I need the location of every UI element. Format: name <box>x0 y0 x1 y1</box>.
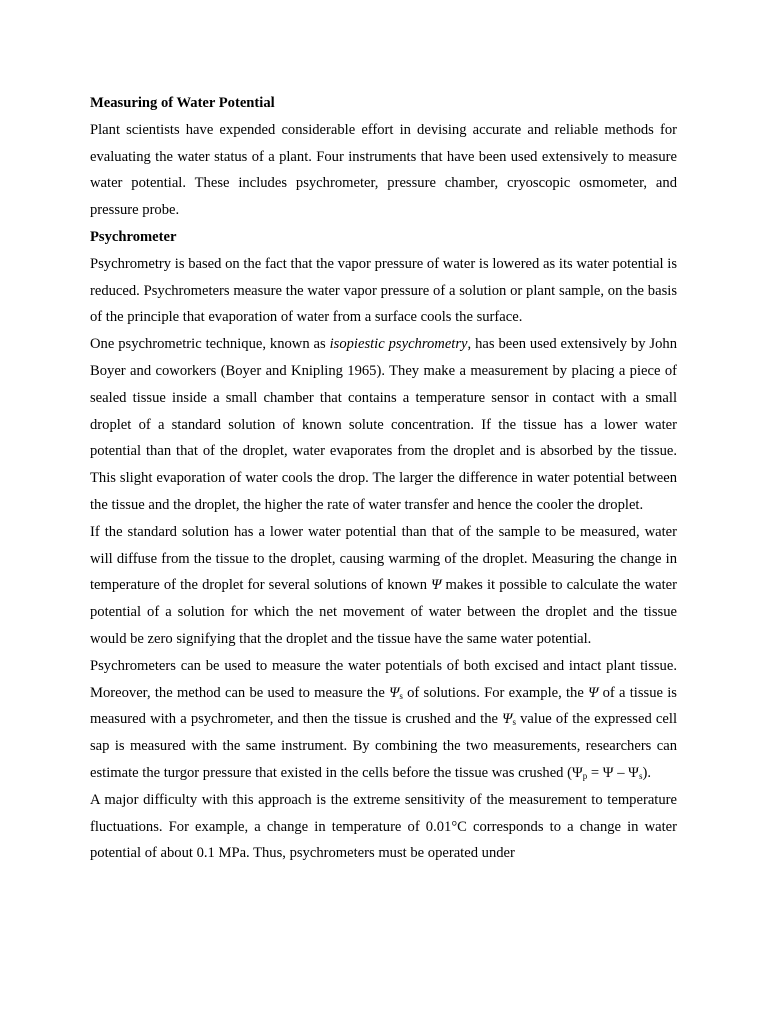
equation-middle: = Ψ – <box>587 764 629 781</box>
p4-text-2: of solutions. For example, the <box>402 684 589 701</box>
p3-text-before: If the standard solution has a lower water potential than that of the sample to be measured, water will diffuse from the tissue to the droplet, causing warming of the droplet. Measuring the change in temperature of the droplet for several solutions of known <box>90 523 677 594</box>
paragraph-standard-solution <box>90 519 677 653</box>
section-heading-measuring-water-potential: Measuring of Water Potential <box>90 95 275 111</box>
subscript-s: s <box>638 770 643 781</box>
psi-symbol: Ψ <box>502 711 513 728</box>
p4-text-3: of a tissue is measured with a psychrometer, and then the tissue is crushed and the <box>90 684 677 728</box>
psi-symbol: Ψ <box>389 684 400 701</box>
intro-paragraph: Plant scientists have expended considerable effort in devising accurate and reliable methods for evaluating the water status of a plant. Four instruments that have been used extensively to measure water potential. These includes psychrometer, pressure chamber, cryoscopic osmometer, and pressure probe. <box>90 121 677 219</box>
subscript-p: p <box>582 770 588 781</box>
paragraph-isopiestic-technique <box>90 331 677 519</box>
paragraph-psychrometry-basis: Psychrometry is based on the fact that the vapor pressure of water is lowered as its water potential is reduced. Psychrometers measure the water vapor pressure of a solution or plant sample, on the basis of the principle that evaporation of water from a surface cools the surface. <box>90 255 677 326</box>
p4-text-4: value of the expressed cell sap is measured with the same instrument. By combining the two measurements, researchers can estimate the turgor pressure that existed in the cells before the tissue was crushed ( <box>90 711 677 781</box>
paragraph-temperature-sensitivity: A major difficulty with this approach is the extreme sensitivity of the measurement to temperature fluctuations. For example, a change in temperature of 0.01°C corresponds to a change in water potential of about 0.1 MPa. Thus, psychrometers must be operated under <box>90 791 677 862</box>
p3-text-after: makes it possible to calculate the water potential of a solution for which the net movement of water between the droplet and the tissue would be zero signifying that the droplet and the tissue have the same water potential. <box>90 577 677 647</box>
document-page <box>90 90 677 867</box>
psi-plain-symbol: Ψ <box>572 764 583 781</box>
section-heading-psychrometer: Psychrometer <box>90 228 177 245</box>
paragraph-excised-intact-tissue <box>90 653 677 787</box>
psi-symbol: Ψ <box>588 684 599 701</box>
p2-text-before: One psychrometric technique, known as <box>90 336 330 353</box>
isopiestic-term: isopiestic psychrometry <box>329 336 468 353</box>
subscript-s: s <box>512 717 516 728</box>
p2-text-after: , has been used extensively by John Boyer and coworkers (Boyer and Knipling 1965). They make a measurement by placing a piece of sealed tissue inside a small chamber that contains a temperature sensor in contact with a small droplet of a standard solution of known solute concentration. If the tissue has a lower water potential than that of the droplet, water evaporates from the droplet and is absorbed by the tissue. This slight evaporation of water cools the drop. The larger the difference in water potential between the tissue and the droplet, the higher the rate of water transfer and hence the cooler the droplet. <box>90 336 678 513</box>
subscript-s: s <box>399 690 403 701</box>
p4-text-5: ). <box>642 764 651 781</box>
psi-symbol: Ψ <box>431 577 442 594</box>
psi-plain-symbol: Ψ <box>628 764 639 781</box>
p4-text-1: Psychrometers can be used to measure the water potentials of both excised and intact plant tissue. Moreover, the method can be used to measure the <box>90 657 677 701</box>
